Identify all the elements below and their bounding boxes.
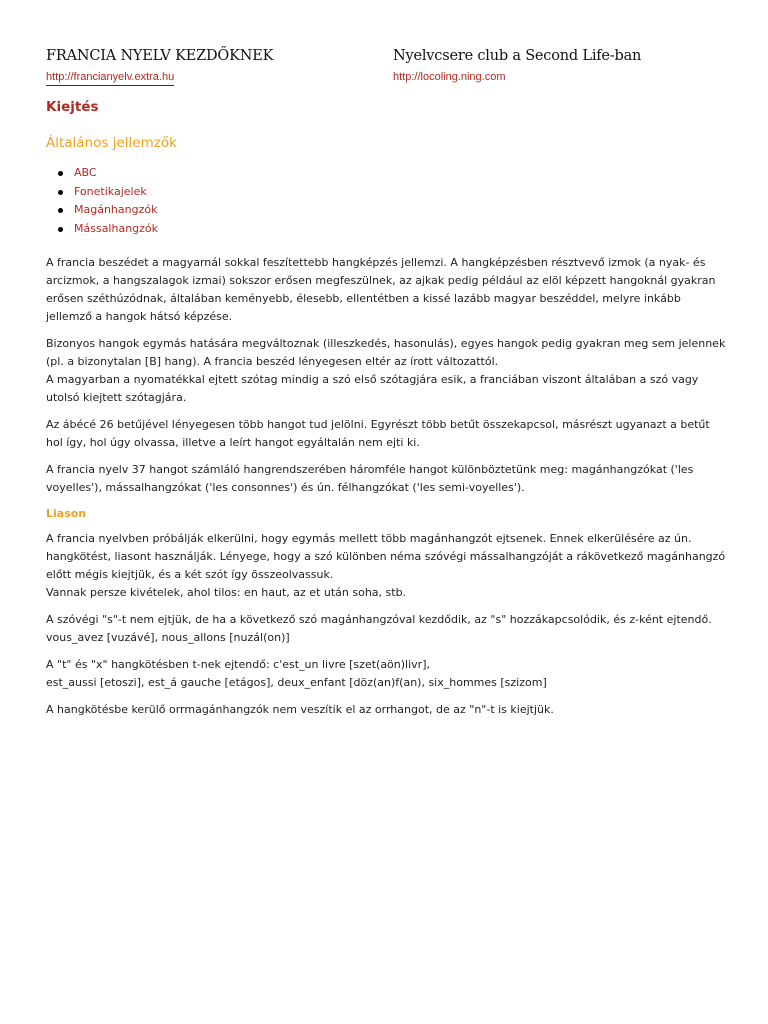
header-left: [46, 47, 273, 86]
header-right: [393, 47, 641, 84]
paragraph-line: Bizonyos hangok egymás hatására megváltoznak (illeszkedés, hasonulás), egyes hangok pedig gyakran meg sem jelennek (pl. a bizonytalan [B] hang). A francia beszéd lényegesen eltér az írott változattól.: [46, 337, 726, 368]
paragraph-line: A magyarban a nyomatékkal ejtett szótag mindig a szó első szótagjára esik, a franciában viszont általában a szó vagy utolsó kiejtett szótagjára.: [46, 373, 699, 404]
site-link[interactable]: http://francianyelv.extra.hu: [46, 70, 174, 86]
club-link[interactable]: http://locoling.ning.com: [393, 71, 506, 83]
topic-link-massalhangzok[interactable]: Mássalhangzók: [74, 220, 726, 239]
paragraph-liason: [46, 530, 726, 602]
topic-list: [46, 164, 726, 238]
paragraph-line: Vannak persze kivételek, ahol tilos: en haut, az et után soha, stb.: [46, 586, 407, 599]
topic-link-maganhangzok[interactable]: Magánhangzók: [74, 201, 726, 220]
paragraph-alphabet: Az ábécé 26 betűjével lényegesen több hangot tud jelölni. Egyrészt több betűt összekapcsol, másrészt ugyanazt a betűt hol így, hol úgy olvassa, illetve a leírt hangot egyáltalán nem ejti ki.: [46, 418, 710, 449]
topic-link-abc[interactable]: ABC: [74, 164, 726, 183]
paragraph-line: est_aussi [etoszi], est_á gauche [etágos], deux_enfant [döz(an)f(an), six_hommes [szizom]: [46, 676, 547, 689]
paragraph-intro: A francia beszédet a magyarnál sokkal feszítettebb hangképzés jellemzi. A hangképzésben résztvevő izmok (a nyak- és arcizmok, a hangszalagok izmai) sokszor erősen megfeszülnek, az ajkak pedig például az elöl képzett hangoknál gyakran erősen széthúzódnak, általában keményebb, élesebb, ellentétben a kissé lazább magyar beszéddel, melyre inkább jellemző a hangok hátsó képzése.: [46, 256, 716, 323]
paragraph-changes: [46, 335, 726, 407]
paragraph-line: vous_avez [vuzávé], nous_allons [nuzál(on)]: [46, 631, 290, 644]
paragraph-sounds: A francia nyelv 37 hangot számláló hangrendszerében háromféle hangot különböztetünk meg: magánhangzókat ('les voyelles'), mássalhangzókat ('les consonnes') és ún. félhangzókat ('les semi-voyelles').: [46, 463, 694, 494]
main-content: [46, 98, 726, 719]
site-title: FRANCIA NYELV KEZDŐKNEK: [46, 48, 274, 64]
topic-link-fonetikajelek[interactable]: Fonetikajelek: [74, 183, 726, 202]
subsection-title: Általános jellemzők: [46, 135, 177, 151]
club-title: Nyelvcsere club a Second Life-ban: [393, 48, 642, 64]
paragraph-line: A "t" és "x" hangkötésben t-nek ejtendő: c'est_un livre [szet(aön)livr],: [46, 658, 430, 671]
section-title: Kiejtés: [46, 99, 99, 115]
paragraph-final-s: [46, 611, 726, 647]
paragraph-line: A francia nyelvben próbálják elkerülni, hogy egymás mellett több magánhangzót ejtsenek. Ennek elkerülésére az ún. hangkötést, liasont használják. Lényege, hogy a szó különben néma szóvégi mássalhangzóját a rákövetkező magánhangzó előtt mégis kiejtjük, és a két szót így összeolvassuk.: [46, 532, 726, 581]
paragraph-line: A szóvégi "s"-t nem ejtjük, de ha a következő szó magánhangzóval kezdődik, az "s" hozzákapcsolódik, és z-ként ejtendő.: [46, 613, 712, 626]
paragraph-nasal: A hangkötésbe kerülő orrmagánhangzók nem veszítik el az orrhangot, de az "n"-t is kiejtjük.: [46, 703, 554, 716]
liason-heading: Liason: [46, 507, 87, 520]
paragraph-t-x: [46, 656, 726, 692]
